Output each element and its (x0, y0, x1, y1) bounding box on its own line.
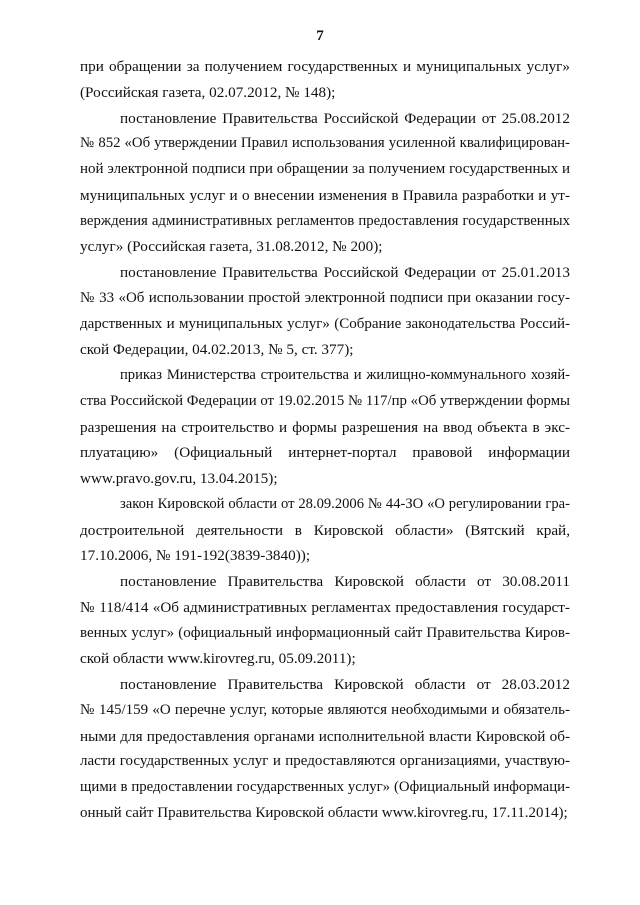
text-line: № 33 «Об использовании простой электронной подписи при оказании госу- (80, 289, 570, 306)
text-line: постановление Правительства Кировской области от 30.08.2011 (120, 573, 570, 590)
text-line: www.pravo.gov.ru, 13.04.2015); (80, 470, 278, 487)
text-line: муниципальных услуг и о внесении изменения в Правила разработки и ут- (80, 186, 570, 204)
text-line: № 852 «Об утверждении Правил использования усиленной квалифицирован- (80, 135, 570, 152)
text-line: онный сайт Правительства Кировской области www.kirovreg.ru, 17.11.2014); (80, 804, 568, 821)
text-line: разрешения на строительство и формы разрешения на ввод объекта в экс- (80, 418, 570, 436)
text-line: постановление Правительства Российской Федерации от 25.01.2013 (120, 264, 570, 281)
page-number: 7 (316, 28, 324, 44)
text-line: № 118/414 «Об административных регламентах предоставления государст- (80, 598, 570, 616)
text-line: ской Федерации, 04.02.2013, № 5, ст. 377); (80, 341, 354, 359)
text-line: услуг» (Российская газета, 31.08.2012, № 200); (80, 238, 383, 256)
text-line: ласти государственных услуг и предоставляются организациями, участвую- (80, 753, 570, 770)
text-line: ными для предоставления органами исполнительной власти Кировской об- (80, 727, 570, 745)
text-line: (Российская газета, 02.07.2012, № 148); (80, 83, 336, 101)
text-line: приказ Министерства строительства и жилищно-коммунального хозяй- (120, 367, 570, 383)
text-line: дарственных и муниципальных услуг» (Собрание законодательства Россий- (80, 315, 570, 332)
text-line: верждения административных регламентов предоставления государственных (80, 212, 570, 229)
text-line: венных услуг» (официальный информационный сайт Правительства Киров- (80, 624, 570, 641)
text-line: закон Кировской области от 28.09.2006 № 44-ЗО «О регулировании гра- (120, 495, 570, 512)
document-body (80, 54, 570, 827)
text-line: ской области www.kirovreg.ru, 05.09.2011); (80, 650, 356, 668)
text-line: ства Российской Федерации от 19.02.2015 № 117/пр «Об утверждении формы (80, 392, 570, 409)
text-line: при обращении за получением государственных и муниципальных услуг» (80, 58, 570, 75)
text-line: щими в предоставлении государственных услуг» (Официальный информаци- (80, 779, 570, 795)
text-line: ной электронной подписи при обращении за получением государственных и (80, 161, 570, 177)
text-line: достроительной деятельности в Кировской области» (Вятский край, (80, 521, 570, 539)
text-line: постановление Правительства Кировской области от 28.03.2012 (120, 676, 570, 693)
text-line: № 145/159 «О перечне услуг, которые являются необходимыми и обязатель- (80, 701, 570, 718)
text-line: плуатацию» (Официальный интернет-портал правовой информации (80, 444, 570, 462)
text-line: постановление Правительства Российской Федерации от 25.08.2012 (120, 109, 570, 127)
text-line: 17.10.2006, № 191-192(3839-3840)); (80, 547, 311, 565)
